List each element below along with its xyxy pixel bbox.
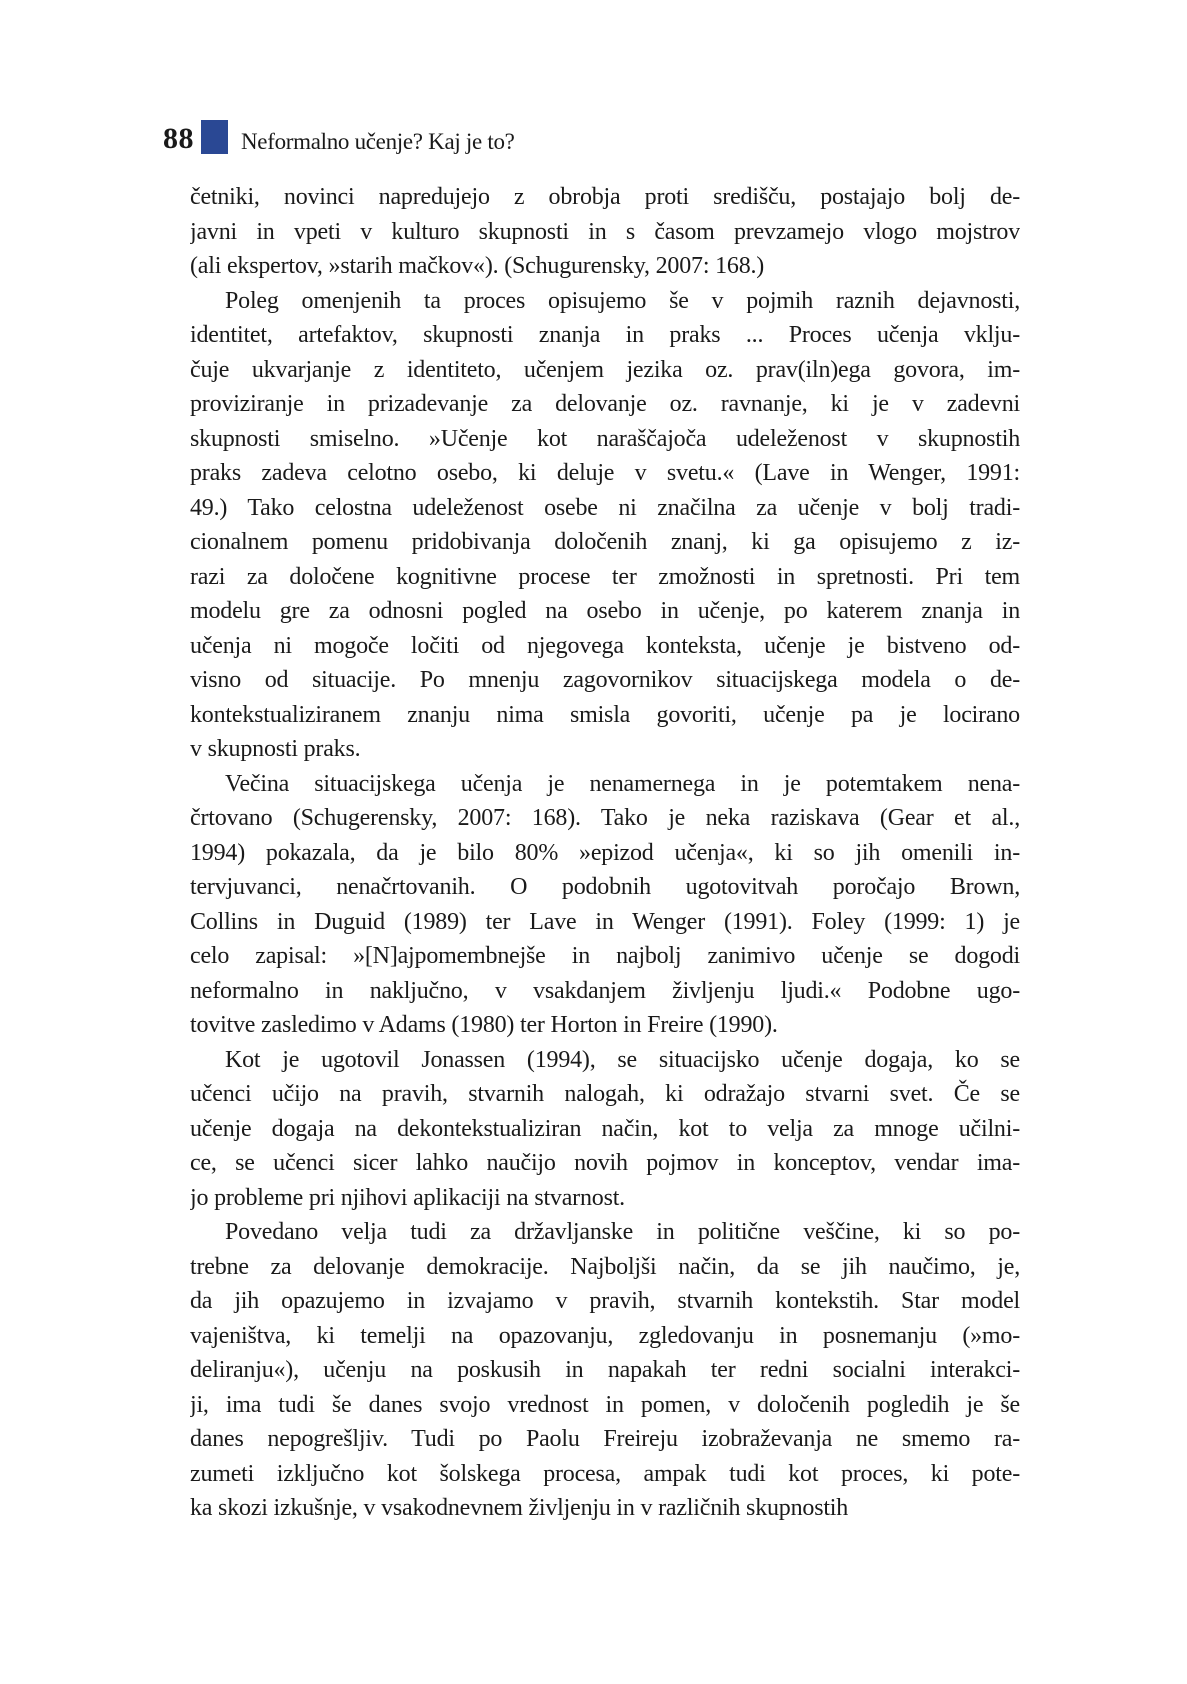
text-line: javni in vpeti v kulturo skupnosti in s časom prevzamejo vlogo mojstrov — [190, 218, 1020, 245]
text-line: identitet, artefaktov, skupnosti znanja in praks ... Proces učenja vklju- — [190, 322, 1020, 348]
text-line: praks zadeva celotno osebo, ki deluje v svetu.« (Lave in Wenger, 1991: — [190, 460, 1020, 486]
text-line: visno od situacije. Po mnenju zagovornikov situacijskega modela o de- — [190, 667, 1020, 693]
paragraph — [190, 767, 1020, 1043]
text-line: ka skozi izkušnje, v vsakodnevnem življenju in v različnih skupnostih — [190, 1495, 849, 1521]
text-line: jo probleme pri njihovi aplikaciji na stvarnost. — [190, 1184, 625, 1211]
text-line: deliranju«), učenju na poskusih in napakah ter redni socialni interakci- — [190, 1357, 1020, 1383]
text-line: ce, se učenci sicer lahko naučijo novih pojmov in konceptov, vendar ima- — [190, 1150, 1020, 1176]
text-line: učenje dogaja na dekontekstualiziran način, kot to velja za mnoge učilni- — [190, 1115, 1020, 1142]
text-line: danes nepogrešljiv. Tudi po Paolu Freireju izobraževanja ne smemo ra- — [190, 1426, 1020, 1452]
text-line: celo zapisal: »[N]ajpomembnejše in najbolj zanimivo učenje se dogodi — [190, 943, 1020, 969]
text-line: razi za določene kognitivne procese ter zmožnosti in spretnosti. Pri tem — [190, 563, 1020, 590]
page-number: 88 — [163, 122, 194, 155]
text-line: učenci učijo na pravih, stvarnih nalogah, ki odražajo stvarni svet. Če se — [190, 1081, 1020, 1107]
text-line: tervjuvanci, nenačrtovanih. O podobnih ugotovitvah poročajo Brown, — [190, 874, 1020, 900]
paragraph — [190, 180, 1020, 284]
text-line: da jih opazujemo in izvajamo v pravih, stvarnih kontekstih. Star model — [190, 1288, 1020, 1314]
text-line: vajeništva, ki temelji na opazovanju, zgledovanju in posnemanju (»mo- — [190, 1322, 1020, 1349]
text-line: 49.) Tako celostna udeleženost osebe ni značilna za učenje v bolj tradi- — [190, 494, 1020, 521]
text-line: ji, ima tudi še danes svojo vrednost in pomen, v določenih pogledih je še — [190, 1391, 1020, 1418]
text-line: modelu gre za odnosni pogled na osebo in učenje, po katerem znanja in — [190, 598, 1020, 624]
text-line: 1994) pokazala, da je bilo 80% »epizod učenja«, ki so jih omenili in- — [190, 839, 1020, 866]
text-line: skupnosti smiselno. »Učenje kot naraščajoča udeleženost v skupnostih — [190, 425, 1020, 452]
text-line: Večina situacijskega učenja je nenamernega in je potemtakem nena- — [225, 770, 1020, 797]
text-line: (ali ekspertov, »starih mačkov«). (Schugurensky, 2007: 168.) — [190, 253, 765, 279]
body-text — [190, 180, 1020, 1526]
text-line: Poleg omenjenih ta proces opisujemo še v pojmih raznih dejavnosti, — [225, 287, 1020, 314]
text-line: črtovano (Schugerensky, 2007: 168). Tako je neka raziskava (Gear et al., — [190, 805, 1020, 831]
text-line: tovitve zasledimo v Adams (1980) ter Horton in Freire (1990). — [190, 1012, 778, 1038]
chapter-title: Neformalno učenje? Kaj je to? — [241, 129, 515, 154]
text-line: Kot je ugotovil Jonassen (1994), se situacijsko učenje dogaja, ko se — [225, 1046, 1020, 1073]
text-line: cionalnem pomenu pridobivanja določenih znanj, ki ga opisujemo z iz- — [190, 529, 1020, 555]
text-line: Povedano velja tudi za državljanske in politične veščine, ki so po- — [225, 1219, 1020, 1245]
text-line: v skupnosti praks. — [190, 736, 361, 762]
text-line: četniki, novinci napredujejo z obrobja proti središču, postajajo bolj de- — [190, 184, 1020, 210]
text-line: Collins in Duguid (1989) ter Lave in Wenger (1991). Foley (1999: 1) je — [190, 908, 1020, 935]
page-header — [0, 111, 1187, 156]
text-line: zumeti izključno kot šolskega procesa, ampak tudi kot proces, ki pote- — [190, 1460, 1020, 1487]
text-line: kontekstualiziranem znanju nima smisla govoriti, učenje pa je locirano — [190, 701, 1020, 728]
paragraph — [190, 1215, 1020, 1526]
text-line: trebne za delovanje demokracije. Najboljši način, da se jih naučimo, je, — [190, 1253, 1020, 1280]
text-line: neformalno in naključno, v vsakdanjem življenju ljudi.« Podobne ugo- — [190, 977, 1020, 1004]
paragraph — [190, 284, 1020, 767]
chapter-marker-icon — [201, 120, 228, 154]
text-line: učenja ni mogoče ločiti od njegovega konteksta, učenje je bistveno od- — [190, 632, 1020, 659]
paragraph — [190, 1043, 1020, 1216]
text-line: proviziranje in prizadevanje za delovanje oz. ravnanje, ki je v zadevni — [190, 391, 1020, 417]
text-line: čuje ukvarjanje z identiteto, učenjem jezika oz. prav(iln)ega govora, im- — [190, 356, 1020, 383]
